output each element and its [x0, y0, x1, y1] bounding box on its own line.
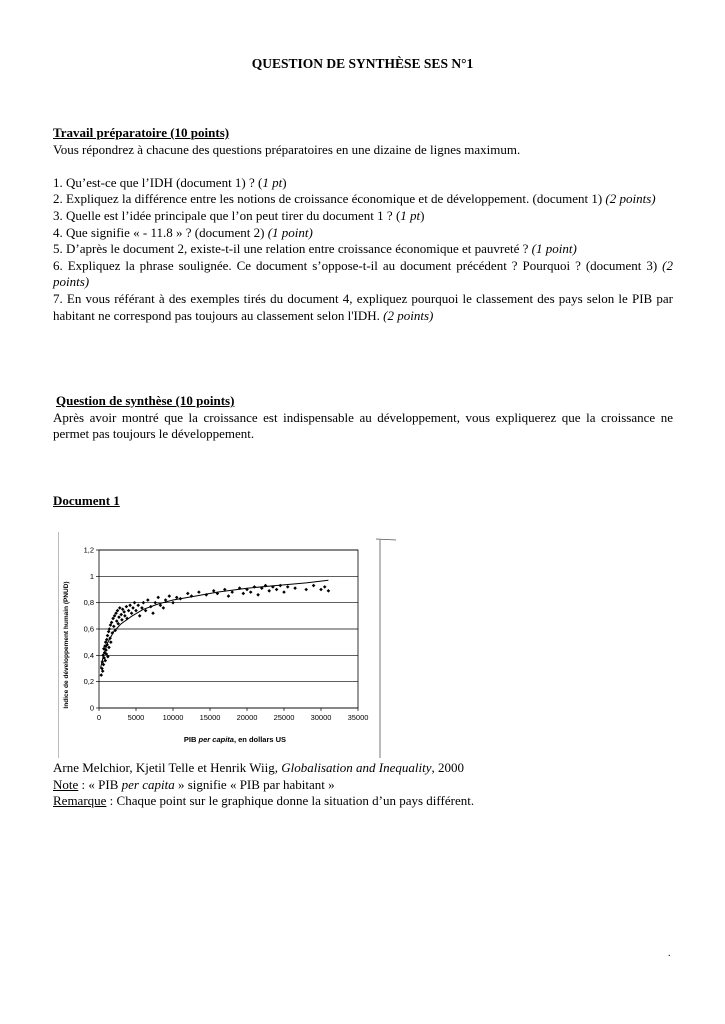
x-tick-label: 15000: [199, 713, 221, 722]
note-text-em: per capita: [121, 776, 175, 792]
question-text: 3. Quelle est l’idée principale que l’on peut tirer du document 1 ? (: [53, 207, 401, 223]
data-point: [227, 594, 231, 598]
hdi-chart: [58, 530, 403, 760]
data-point: [293, 586, 297, 590]
data-point: [186, 592, 190, 596]
data-point: [162, 606, 166, 610]
data-point: [134, 609, 138, 613]
data-point: [106, 634, 110, 638]
x-axis-label-part: , en dollars US: [233, 735, 287, 744]
data-point: [179, 597, 183, 601]
data-point: [125, 617, 129, 621]
data-point: [242, 592, 246, 596]
x-tick-label: 0: [96, 713, 102, 722]
data-point: [133, 601, 137, 605]
question-item: [53, 225, 673, 242]
source-year: , 2000: [431, 760, 464, 775]
x-tick-label: 5000: [127, 713, 145, 722]
document1-section: [53, 493, 673, 510]
data-point: [123, 614, 127, 618]
data-point: [131, 606, 135, 610]
x-axis-label-part: PIB: [183, 735, 199, 744]
data-point: [171, 601, 175, 605]
data-point: [109, 640, 113, 644]
data-point: [107, 630, 111, 634]
question-item: [53, 291, 673, 324]
data-point: [327, 589, 331, 593]
data-point: [149, 605, 153, 609]
question-tail: ): [282, 174, 287, 190]
question-list: [53, 175, 673, 324]
data-point: [168, 594, 172, 598]
data-point: [101, 669, 105, 673]
question-text: 2. Expliquez la différence entre les notions de croissance économique et de développement. (document 1): [53, 191, 606, 207]
question-tail: ): [420, 207, 425, 223]
question-points: (1 point): [531, 241, 577, 257]
data-point: [128, 604, 132, 608]
synthese-heading: Question de synthèse (10 points): [56, 393, 235, 408]
data-point: [286, 585, 290, 589]
data-point: [136, 604, 140, 608]
question-text: 4. Que signifie « - 11.8 » ? (document 2): [53, 224, 268, 240]
x-tick-label: 30000: [310, 713, 332, 722]
data-point: [304, 588, 308, 592]
data-point: [142, 601, 146, 605]
note-text-a: : « PIB: [78, 776, 122, 792]
question-points: (2 points): [383, 307, 434, 323]
synthese-section: [53, 393, 673, 443]
question-text: 7. En vous référant à des exemples tirés du document 4, expliquez pourquoi le classement des pays selon le PIB par habitant ne correspond pas toujours au classement selon l'IDH.: [53, 290, 673, 323]
remarque-line: [53, 793, 673, 810]
data-point: [125, 605, 129, 609]
x-tick-label: 25000: [273, 713, 295, 722]
note-text-b: » signifie « PIB par habitant »: [174, 776, 335, 792]
data-point: [107, 646, 111, 650]
data-point: [275, 588, 279, 592]
question-item: [53, 208, 673, 225]
data-point: [282, 590, 286, 594]
data-point: [156, 596, 160, 600]
question-text: 6. Expliquez la phrase soulignée. Ce document s’oppose-t-il au document précédent ? Pourquoi ? (document 3): [53, 257, 663, 273]
data-point: [99, 673, 103, 677]
y-tick-label: 0: [89, 703, 94, 713]
data-point: [108, 627, 112, 631]
y-tick-label: 0,8: [83, 598, 94, 608]
document1-source: [53, 760, 673, 810]
data-point: [279, 584, 283, 588]
y-tick-label: 0,2: [83, 677, 94, 687]
question-points: (2 points): [605, 191, 656, 207]
source-authors: Arne Melchior, Kjetil Telle et Henrik Wiig,: [53, 760, 282, 775]
page-title: QUESTION DE SYNTHÈSE SES N°1: [251, 56, 474, 71]
y-tick-label: 1: [89, 571, 94, 581]
data-point: [323, 585, 327, 589]
source-title: Globalisation and Inequality: [281, 760, 432, 775]
data-point: [267, 589, 271, 593]
synthese-text: Après avoir montré que la croissance est indispensable au développement, vous expliquerez que la croissance ne permet pas toujours le développement.: [53, 409, 673, 442]
question-item: [53, 241, 673, 258]
question-item: [53, 258, 673, 291]
x-axis-label-part: per capita: [198, 735, 234, 744]
x-tick-label: 35000: [347, 713, 369, 722]
remarque-label: Remarque: [53, 793, 107, 809]
data-point: [256, 593, 260, 597]
data-point: [249, 590, 253, 594]
data-point: [153, 601, 157, 605]
y-tick-label: 0,6: [83, 624, 94, 634]
question-text: 5. D’après le document 2, existe-t-il une relation entre croissance économique et pauvreté ?: [53, 241, 532, 257]
y-axis-label: Indice de développement humain (PNUD): [63, 581, 70, 709]
data-point: [127, 609, 131, 613]
question-points: 1 pt: [262, 174, 283, 190]
question-item: [53, 175, 673, 192]
data-point: [230, 590, 234, 594]
document1-heading: Document 1: [53, 493, 120, 508]
x-tick-label: 20000: [236, 713, 258, 722]
y-tick-label: 0,4: [83, 650, 94, 660]
data-point: [130, 611, 134, 615]
data-point: [119, 613, 123, 617]
hdi-chart-svg: [58, 530, 403, 760]
data-point: [319, 588, 323, 592]
note-line: [53, 777, 673, 794]
question-points: (1 point): [267, 224, 313, 240]
travail-intro: Vous répondrez à chacune des questions préparatoires en une dizaine de lignes maximum.: [53, 141, 521, 157]
question-points: (2 points): [53, 257, 673, 290]
y-tick-label: 1,2: [83, 545, 94, 555]
source-line: [53, 760, 673, 777]
question-item: [53, 191, 673, 208]
note-label: Note: [53, 776, 79, 792]
x-axis-label: [184, 735, 286, 744]
data-point: [120, 618, 124, 622]
remarque-text: : Chaque point sur le graphique donne la situation d’un pays différent.: [106, 793, 475, 809]
x-tick-label: 10000: [162, 713, 184, 722]
data-point: [146, 598, 150, 602]
travail-section: [53, 125, 673, 324]
data-point: [197, 590, 201, 594]
travail-heading: Travail préparatoire (10 points): [53, 125, 230, 140]
page-mark: .: [668, 948, 671, 959]
data-point: [112, 625, 116, 629]
data-point: [138, 614, 142, 618]
data-point: [312, 584, 316, 588]
data-point: [117, 615, 121, 619]
question-text: 1. Qu’est-ce que l’IDH (document 1) ? (: [53, 174, 263, 190]
data-point: [151, 611, 155, 615]
question-points: 1 pt: [400, 207, 421, 223]
